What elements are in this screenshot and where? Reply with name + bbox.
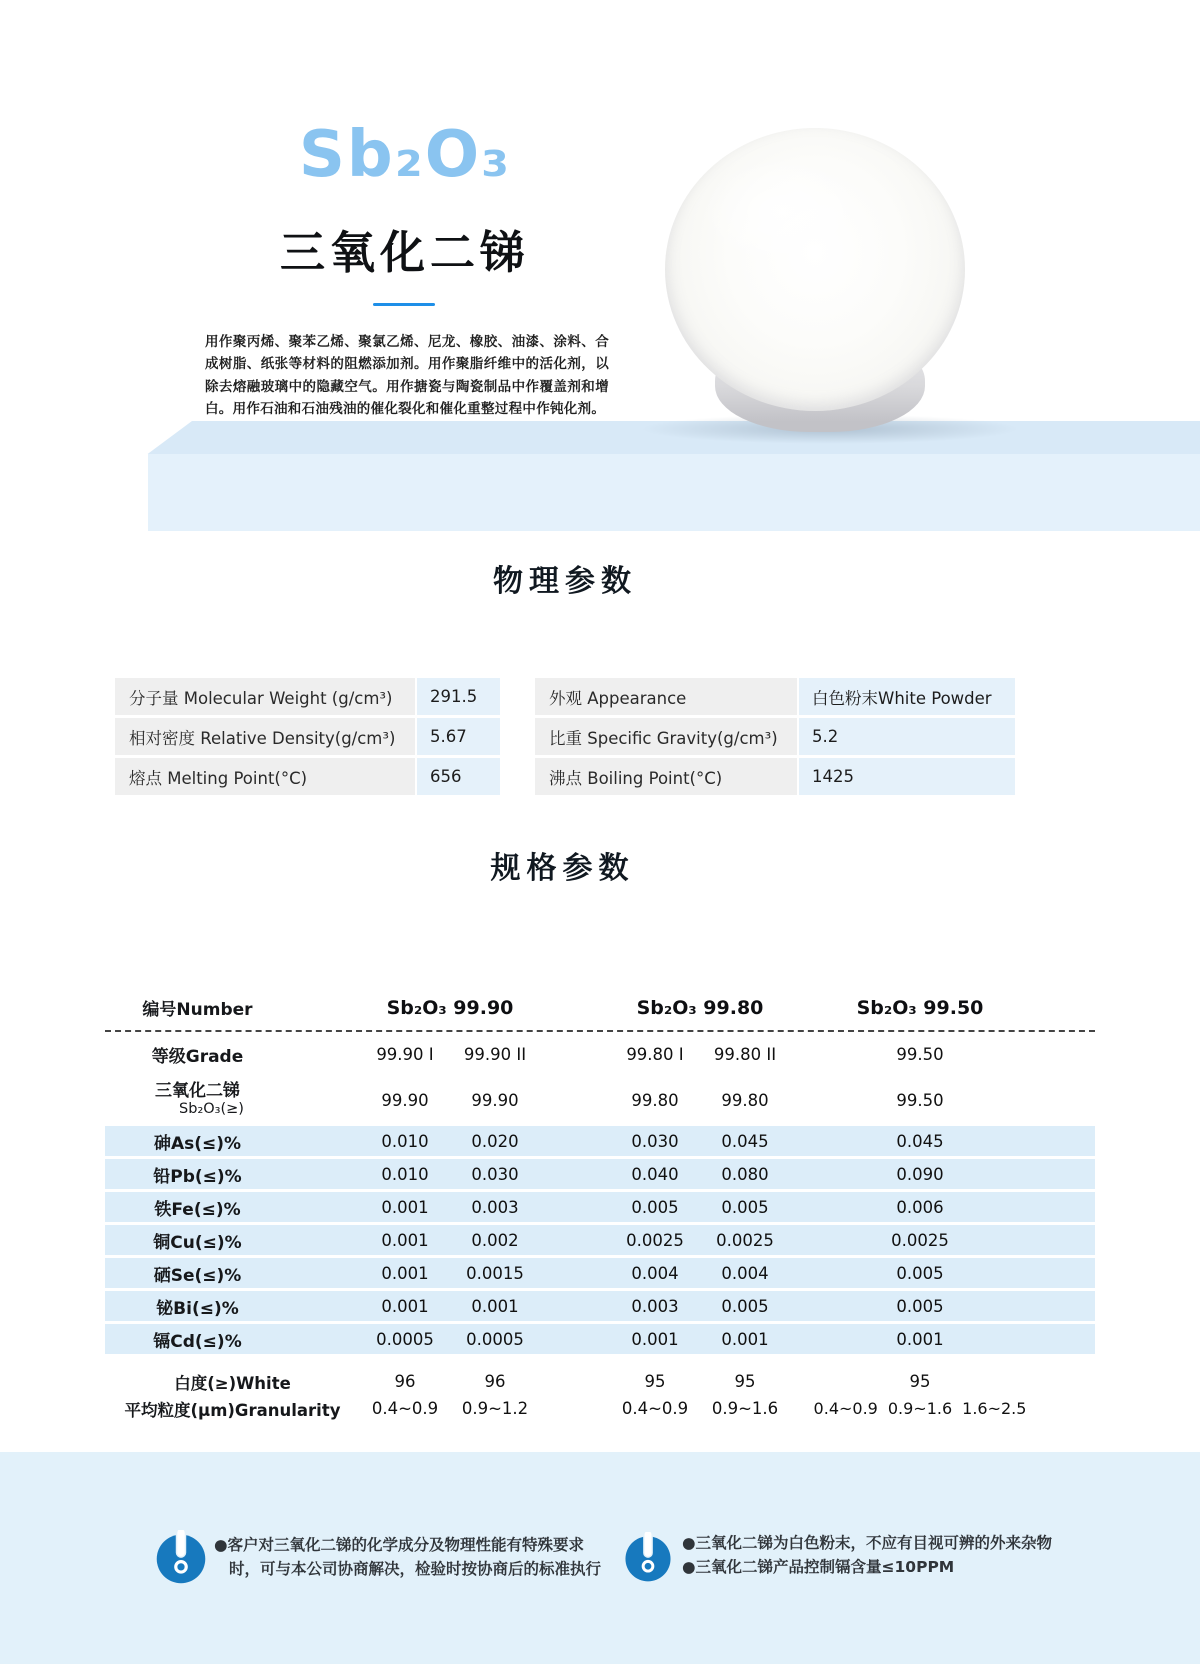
element-row-pb: [105, 1159, 1095, 1189]
cell-value: 1.6~2.5: [962, 1399, 1027, 1418]
row-label: 砷As(≤)%: [153, 1133, 242, 1154]
note-line: 时，可与本公司协商解决，检验时按协商后的标准执行: [229, 1560, 602, 1578]
granularity-group3-values: [790, 1399, 1095, 1418]
cell-value: 0.004: [721, 1263, 769, 1283]
row-label: 白度(≥)White: [174, 1373, 291, 1393]
spec-table: [105, 985, 1095, 1422]
element-row-se: [105, 1258, 1095, 1288]
cell-value: 99.80 I: [626, 1044, 684, 1064]
param-value: 5.2: [799, 718, 1015, 755]
param-label: 分子量 Molecular Weight (g/cm³): [115, 678, 415, 715]
table-row: [535, 678, 1015, 715]
cell-value: 99.50: [896, 1044, 944, 1064]
element-row-cu: [105, 1225, 1095, 1255]
row-label: 铋Bi(≤)%: [156, 1298, 239, 1319]
element-row-cd: [105, 1324, 1095, 1354]
param-label: 外观 Appearance: [535, 678, 797, 715]
cell-value: 0.001: [381, 1230, 429, 1250]
cell-value: 0.005: [896, 1296, 944, 1316]
cell-value: 0.9~1.2: [461, 1399, 529, 1418]
cell-value: 0.020: [471, 1131, 519, 1151]
cell-value: 96: [394, 1372, 416, 1391]
cell-value: 95: [734, 1372, 756, 1391]
cell-value: 0.006: [896, 1197, 944, 1217]
cell-value: 0.045: [721, 1131, 769, 1151]
physical-table-left: [115, 678, 500, 798]
spacer: [105, 1357, 1095, 1368]
cell-value: 0.001: [381, 1263, 429, 1283]
cell-value: 0.010: [381, 1131, 429, 1151]
cell-value: 0.9~1.6: [887, 1399, 953, 1418]
platform-front-face: [148, 454, 1200, 531]
column-header-number: 编号Number: [142, 1000, 253, 1020]
cell-value: 0.005: [721, 1197, 769, 1217]
cell-value: 0.003: [631, 1296, 679, 1316]
cell-value: 0.0025: [891, 1230, 949, 1250]
cell-value: 99.80: [631, 1090, 679, 1110]
cell-value: 0.080: [721, 1164, 769, 1184]
powder-dish-photo: [665, 128, 965, 411]
row-label: 铁Fe(≤)%: [154, 1199, 241, 1220]
cell-value: 99.90 II: [463, 1044, 527, 1064]
cell-value: 0.0015: [466, 1263, 524, 1283]
row-label: 平均粒度(μm)Granularity: [124, 1400, 341, 1420]
cell-value: 0.001: [896, 1329, 944, 1349]
cell-value: 0.4~0.9: [621, 1399, 689, 1418]
cell-value: 0.4~0.9: [813, 1399, 878, 1418]
element-row-as: [105, 1126, 1095, 1156]
product-title: 三氧化二锑: [279, 226, 530, 279]
cell-value: 0.004: [631, 1263, 679, 1283]
param-label: 沸点 Boiling Point(°C): [535, 758, 797, 795]
grade-row: [105, 1034, 1095, 1074]
note-line: ●客户对三氧化二锑的化学成分及物理性能有特殊要求: [214, 1536, 585, 1554]
param-value: 白色粉末White Powder: [799, 678, 1015, 715]
cell-value: 0.002: [471, 1230, 519, 1250]
row-label: 镉Cd(≤)%: [153, 1331, 242, 1352]
row-label: 硒Se(≤)%: [153, 1265, 242, 1286]
cell-value: 0.010: [381, 1164, 429, 1184]
note-left: [214, 1533, 624, 1581]
row-label-line2: Sb₂O₃(≥): [179, 1101, 244, 1118]
row-label: 铜Cu(≤)%: [153, 1232, 242, 1253]
content-row: [105, 1074, 1095, 1126]
cell-value: 99.90: [471, 1090, 519, 1110]
cell-value: 0.001: [381, 1296, 429, 1316]
cell-value: 95: [909, 1372, 931, 1391]
cell-value: 0.001: [631, 1329, 679, 1349]
table-row: [535, 758, 1015, 795]
exclamation-icon: [153, 1530, 209, 1586]
cell-value: 0.0005: [466, 1329, 524, 1349]
element-row-bi: [105, 1291, 1095, 1321]
param-value: 291.5: [417, 678, 500, 715]
note-line: ●三氧化二锑为白色粉末，不应有目视可辨的外来杂物: [682, 1534, 1053, 1552]
cell-value: 95: [644, 1372, 666, 1391]
cell-value: 0.0005: [376, 1329, 434, 1349]
title-underline: [373, 303, 435, 306]
cell-value: 0.040: [631, 1164, 679, 1184]
table-row: [115, 718, 500, 755]
cell-value: 99.80: [721, 1090, 769, 1110]
element-row-fe: [105, 1192, 1095, 1222]
cell-value: 99.80 II: [713, 1044, 777, 1064]
product-formula: Sb₂O₃: [298, 118, 512, 192]
granularity-row: [105, 1395, 1095, 1422]
note-line: ●三氧化二锑产品控制镉含量≤10PPM: [682, 1558, 955, 1576]
cell-value: 0.030: [471, 1164, 519, 1184]
column-header-9950: Sb₂O₃ 99.50: [856, 996, 984, 1019]
product-description: 用作聚丙烯、聚苯乙烯、聚氯乙烯、尼龙、橡胶、油漆、涂料、合成树脂、纸张等材料的阻燃添加剂。用作聚脂纤维中的活化剂，以除去熔融玻璃中的隐藏空气。用作搪瓷与陶瓷制品中作覆盖剂和增白。用作石油和石油残油的催化裂化和催化重整过程中作钝化剂。: [205, 334, 609, 418]
physical-section-title: 物理参数: [493, 564, 637, 599]
cell-value: 99.90 I: [376, 1044, 434, 1064]
param-value: 1425: [799, 758, 1015, 795]
cell-value: 96: [484, 1372, 506, 1391]
cell-value: 0.005: [721, 1296, 769, 1316]
column-header-9990: Sb₂O₃ 99.90: [386, 996, 514, 1019]
param-label: 比重 Specific Gravity(g/cm³): [535, 718, 797, 755]
column-header-9980: Sb₂O₃ 99.80: [636, 996, 764, 1019]
cell-value: 0.9~1.6: [711, 1399, 779, 1418]
cell-value: 0.4~0.9: [371, 1399, 439, 1418]
cell-value: 0.0025: [626, 1230, 684, 1250]
cell-value: 0.003: [471, 1197, 519, 1217]
physical-table-right: [535, 678, 1015, 798]
cell-value: 0.090: [896, 1164, 944, 1184]
spec-header-row: [105, 985, 1095, 1030]
row-label: 等级Grade: [151, 1046, 244, 1067]
cell-value: 0.045: [896, 1131, 944, 1151]
table-row: [115, 678, 500, 715]
param-label: 相对密度 Relative Density(g/cm³): [115, 718, 415, 755]
cell-value: 0.0025: [716, 1230, 774, 1250]
table-row: [115, 758, 500, 795]
param-label: 熔点 Melting Point(°C): [115, 758, 415, 795]
whiteness-row: [105, 1368, 1095, 1395]
spec-section-title: 规格参数: [490, 851, 635, 886]
cell-value: 99.50: [896, 1090, 944, 1110]
cell-value: 0.030: [631, 1131, 679, 1151]
cell-value: 0.001: [721, 1329, 769, 1349]
row-label: [105, 1082, 360, 1118]
cell-value: 0.005: [896, 1263, 944, 1283]
cell-value: 99.90: [381, 1090, 429, 1110]
param-value: 656: [417, 758, 500, 795]
row-label-line1: 三氧化二锑: [155, 1080, 240, 1101]
platform-top-face: [0, 421, 1200, 454]
cell-value: 0.005: [631, 1197, 679, 1217]
note-right: [682, 1531, 1162, 1579]
cell-value: 0.001: [381, 1197, 429, 1217]
exclamation-icon: [622, 1532, 674, 1584]
cell-value: 0.001: [471, 1296, 519, 1316]
dashed-divider: [105, 1030, 1095, 1032]
param-value: 5.67: [417, 718, 500, 755]
table-row: [535, 718, 1015, 755]
row-label: 铅Pb(≤)%: [153, 1166, 242, 1187]
